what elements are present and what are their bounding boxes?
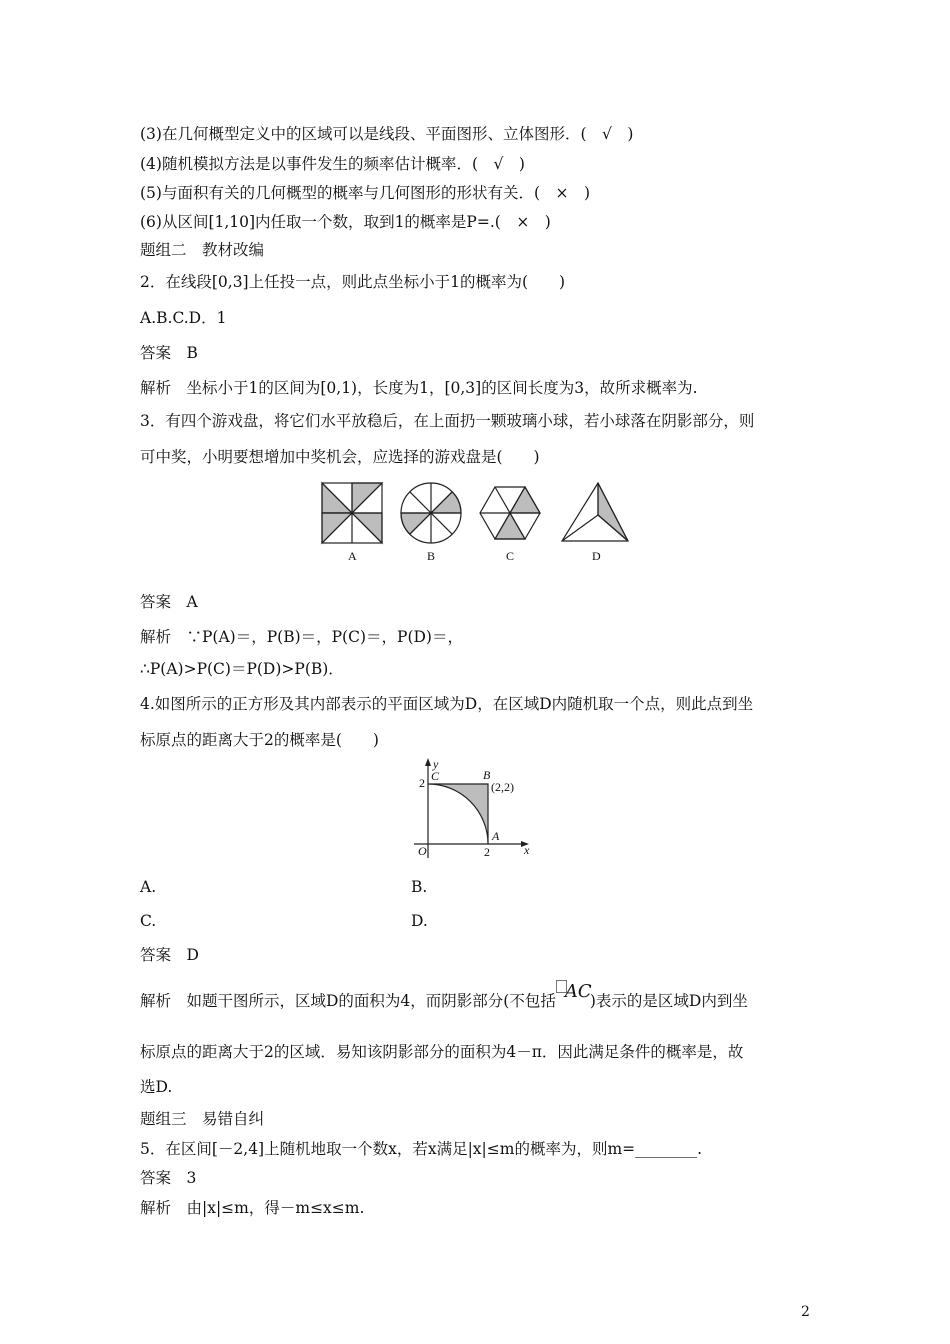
origin-label: O <box>418 844 427 858</box>
q5-explanation: 解析 由|x|≤m，得－m≤x≤m. <box>140 1199 365 1217</box>
point-b-coord: (2,2) <box>491 780 514 794</box>
game-boards-figure <box>315 475 660 567</box>
q3-answer: 答案 A <box>140 593 198 611</box>
q2-explanation: 解析 坐标小于1的区间为[0,1)，长度为1，[0,3]的区间长度为3，故所求概率为. <box>140 379 698 397</box>
q3-explanation-line2: ∴P(A)>P(C)＝P(D)>P(B)． <box>140 660 344 678</box>
q1-item-4: (4)随机模拟方法是以事件发生的频率估计概率．( √ ) <box>140 155 525 173</box>
q3-explanation-line1: 解析 ∵P(A)＝，P(B)＝，P(C)＝，P(D)＝， <box>140 628 463 646</box>
arc-ac-label: AC <box>564 981 592 1002</box>
q4-stem-line1: 4.如图所示的正方形及其内部表示的平面区域为D，在区域D内随机取一个点，则此点到坐 <box>140 695 754 713</box>
q3-stem-line1: 3．有四个游戏盘，将它们水平放稳后，在上面扔一颗玻璃小球，若小球落在阴影部分，则 <box>140 412 755 430</box>
y-axis-arrow <box>425 758 431 766</box>
q4-option-b: B. <box>411 878 428 896</box>
x-axis-label: x <box>524 843 530 857</box>
group2-heading: 题组二 教材改编 <box>140 241 265 259</box>
q4-explanation-line2: 标原点的距离大于2的区域．易知该阴影部分的面积为4－π．因此满足条件的概率是，故 <box>140 1043 744 1061</box>
quarter-circle-figure <box>410 756 535 861</box>
q4-option-d: D. <box>411 912 428 930</box>
q5-answer: 答案 3 <box>140 1169 197 1187</box>
board-d-label: D <box>592 549 601 563</box>
board-c-hexagon <box>480 487 540 539</box>
q4-option-c: C. <box>140 912 157 930</box>
board-c-label: C <box>506 549 515 563</box>
q2-answer: 答案 B <box>140 344 198 362</box>
x-tick-2: 2 <box>484 845 490 859</box>
board-d-triangle <box>562 483 628 541</box>
q1-item-3: (3)在几何概型定义中的区域可以是线段、平面图形、立体图形．( √ ) <box>140 125 634 143</box>
y-axis-label: y <box>433 757 439 771</box>
q2-stem: 2．在线段[0,3]上任投一点，则此点坐标小于1的概率为( ) <box>140 273 566 291</box>
q4-answer: 答案 D <box>140 946 199 964</box>
board-b-circle <box>401 483 461 543</box>
q4-option-a: A. <box>140 878 157 896</box>
q4-explanation-line3: 选D. <box>140 1078 173 1096</box>
point-a-label: A <box>492 829 500 843</box>
y-tick-2: 2 <box>419 776 425 790</box>
point-b-label: B <box>483 768 491 782</box>
group3-heading: 题组三 易错自纠 <box>140 1110 265 1128</box>
q4-stem-line2: 标原点的距离大于2的概率是( ) <box>140 731 379 749</box>
q4-explanation-line1 <box>140 981 748 1011</box>
q4-explanation-line1-start: 解析 如题干图所示，区域D的面积为4，而阴影部分(不包括 <box>140 992 556 1010</box>
board-b-label: B <box>427 549 436 563</box>
q2-options: A.B.C.D．1 <box>140 309 227 327</box>
page-number: 2 <box>801 1304 810 1320</box>
board-a-label: A <box>348 549 357 563</box>
arc-ac-symbol <box>556 981 592 1006</box>
q5-stem: 5．在区间[－2,4]上随机地取一个数x，若x满足|x|≤m的概率为，则m=________. <box>140 1140 703 1158</box>
q1-item-5: (5)与面积有关的几何概型的概率与几何图形的形状有关．( × ) <box>140 184 591 202</box>
q1-item-6: (6)从区间[1,10]内任取一个数，取到1的概率是P=.( × ) <box>140 213 551 231</box>
q3-stem-line2: 可中奖，小明要想增加中奖机会，应选择的游戏盘是( ) <box>140 448 540 466</box>
point-c-label: C <box>431 769 440 783</box>
q4-explanation-line1-end: )表示的是区域D内到坐 <box>589 992 748 1010</box>
board-a-square <box>322 483 382 543</box>
shaded-region <box>428 784 488 844</box>
